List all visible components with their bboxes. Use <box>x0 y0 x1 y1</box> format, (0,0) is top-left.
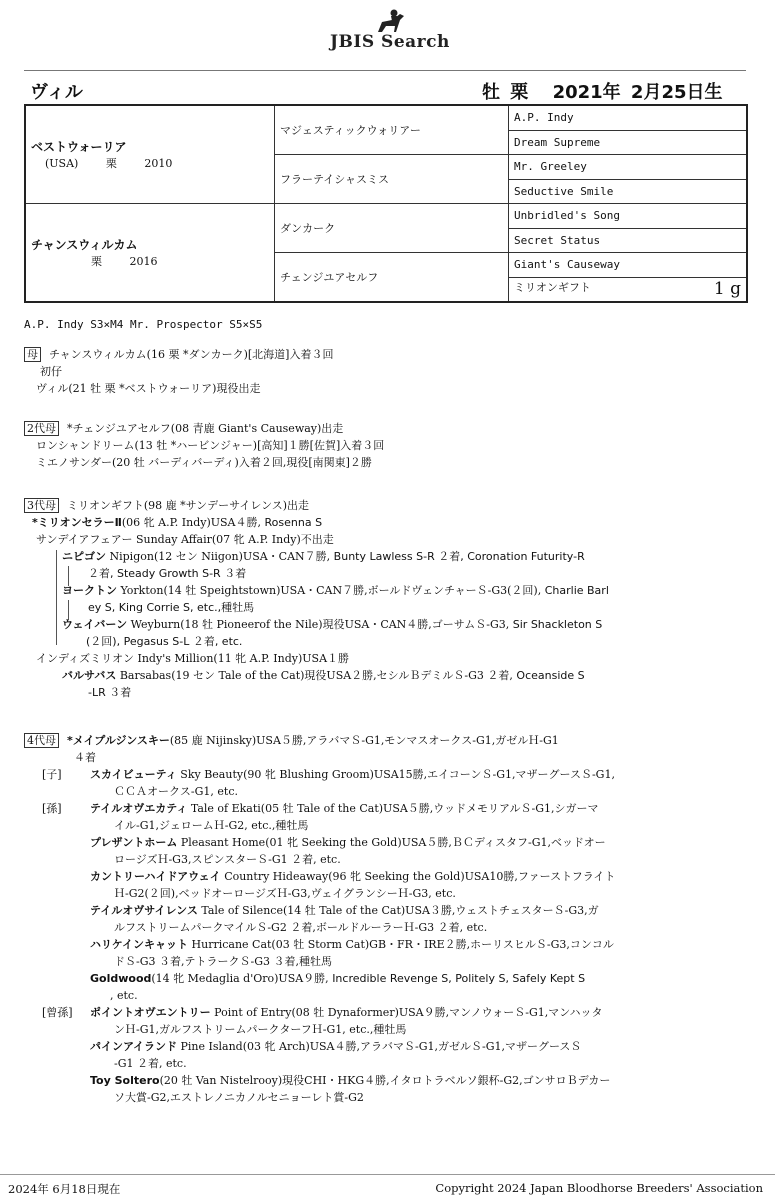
horse-sex: 牡 <box>482 82 500 103</box>
horse-record: Ｈ-G2(２回),ベッドオーロージズＨ-G3,ヴェイグランシーＨ-G3, etc. <box>114 887 456 900</box>
sire-origin: (USA) <box>45 157 79 170</box>
pedigree-ancestor-name: ミリオンギフト <box>514 281 591 295</box>
horse-record: Country Hideaway(96 牝 Seeking the Gold)USA10勝,ファーストフライト <box>224 870 616 883</box>
dam-progeny: ヴィル(21 牡 栗 *ベストウォーリア)現役出走 <box>36 382 261 395</box>
dam-details <box>91 253 269 269</box>
sire-year: 2010 <box>144 157 173 170</box>
horse-record: Pine Island(03 牝 Arch)USA４勝,アラバマＳ-G1,ガゼルＳ-G1,マザーグースＳ <box>180 1040 582 1053</box>
pedigree-ancestor[interactable]: Seductive Smile <box>509 179 748 204</box>
section-label: 母 <box>24 347 41 362</box>
race-record: Sir Shackleton S <box>512 618 603 631</box>
second-dam-line: *チェンジユアセルフ(08 青鹿 Giant's Causeway)出走 <box>67 422 344 435</box>
horse-name-bold: プレザントホーム <box>90 836 178 849</box>
horse-record: Point of Entry(08 牡 Dynaformer)USA９勝,マンノウォーＳ-G1,マンハッタ <box>214 1006 603 1019</box>
footer-divider <box>0 1174 775 1175</box>
horse-record: Yorkton(14 牡 Speightstown)USA・CAN７勝,ボールドヴェンチャーＳ-G3(２回), <box>120 584 542 597</box>
horse-record: イル-G1,ジェロームＨ-G2, etc.,種牡馬 <box>114 819 309 832</box>
dam-color: 栗 <box>91 255 102 268</box>
horse-name: ヴィル <box>30 82 83 103</box>
race-record: Bunty Lawless S-R ２着, Coronation Futurity-R <box>333 550 585 563</box>
second-dam-progeny: ミエノサンダー(20 牡 バーディバーディ)入着２回,現役[南関東]２勝 <box>36 456 372 469</box>
horse-name-bold: ハリケインキャット <box>90 938 189 951</box>
dam-cell[interactable] <box>25 204 275 303</box>
race-record: (２回), Pegasus S-L ２着, etc. <box>86 635 243 648</box>
horse-record: Nipigon(12 セン Niigon)USA・CAN７勝, <box>109 550 331 563</box>
sire-name: ベストウォーリア <box>31 140 127 154</box>
horse-record: ロージズＨ-G3,スピンスターＳ-G1 ２着, etc. <box>114 853 341 866</box>
inbreeding-note: A.P. Indy S3×M4 Mr. Prospector S5×S5 <box>24 318 263 331</box>
horse-record: ＣＣＡオークス-G1, etc. <box>114 785 238 798</box>
pedigree-ancestor[interactable]: Secret Status <box>509 228 748 253</box>
relation-tag: [孫] <box>42 802 62 815</box>
pedigree-ancestor[interactable]: Giant's Causeway <box>509 253 748 278</box>
horse-record: Tale of Ekati(05 牡 Tale of the Cat)USA５勝,ウッドメモリアルＳ-G1,シガーマ <box>190 802 599 815</box>
horse-record: Pleasant Home(01 牝 Seeking the Gold)USA５勝,ＢＣディスタフ-G1,ベッドオー <box>180 836 606 849</box>
race-record: Oceanside S <box>516 669 585 682</box>
pedigree-ancestor[interactable]: Mr. Greeley <box>509 155 748 180</box>
horse-rider-icon <box>370 8 410 34</box>
horse-birthdate: 2021年 2月25日生 <box>552 82 723 103</box>
section-label: 2代母 <box>24 421 59 436</box>
horse-record: (85 鹿 Nijinsky)USA５勝,アラバマＳ-G1,モンマスオークス-G1,ガゼルＨ-G1 <box>169 734 559 747</box>
horse-record: -G1 ２着, etc. <box>114 1057 187 1070</box>
second-dam-section <box>24 420 384 471</box>
horse-name-bold: ヨークトン <box>62 584 117 597</box>
sire-color: 栗 <box>105 157 117 170</box>
horse-record: , etc. <box>110 989 138 1002</box>
horse-record: Barsabas(19 セン Tale of the Cat)現役USA２勝,セシルＢデミルＳ-G3 ２着, <box>119 669 513 682</box>
jbis-logo <box>330 8 460 56</box>
horse-record: Sky Beauty(90 牝 Blushing Groom)USA15勝,エイコーンＳ-G1,マザーグースＳ-G1, <box>180 768 615 781</box>
horse-record: (20 牡 Van Nistelrooy)現役CHI・HKG４勝,イタロトラベルソ銀杯-G2,ゴンサロＢデカー <box>159 1074 611 1087</box>
sire-cell[interactable] <box>25 105 275 204</box>
horse-record: Hurricane Cat(03 牡 Storm Cat)GB・FR・IRE２勝,ホーリスヒルＳ-G3,コンコル <box>191 938 614 951</box>
relation-tag: [曾孫] <box>42 1006 73 1019</box>
dam-section <box>24 346 333 397</box>
third-dam-line: ミリオンギフト(98 鹿 *サンデーサイレンス)出走 <box>67 499 310 512</box>
horse-record: Weyburn(18 牡 Pioneerof the Nile)現役USA・CAN４勝,ゴーサムＳ-G3, <box>130 618 510 631</box>
second-dam-progeny: ロンシャンドリーム(13 牡 *ハービンジャー)[高知]１勝[佐賀]入着３回 <box>36 439 385 452</box>
fourth-dam-section <box>24 732 615 1106</box>
dam-sire-cell[interactable]: ダンカーク <box>275 204 509 253</box>
horse-color: 栗 <box>510 82 529 103</box>
horse-record: ソ大賞-G2,エストレノニカノルセニョーレト賞-G2 <box>114 1091 364 1104</box>
logo-text: JBIS Search <box>330 32 450 52</box>
race-record: Rosenna S <box>264 516 323 529</box>
race-record: ２着, Steady Growth S-R ３着 <box>88 567 247 580</box>
horse-name-bold: ニピゴン <box>62 550 106 563</box>
horse-name-bold: スカイビューティ <box>90 768 177 781</box>
section-label: 4代母 <box>24 733 59 748</box>
dam-year: 2016 <box>129 255 158 268</box>
horse-profile <box>482 78 723 104</box>
horse-record: ンＨ-G1,ガルフストリームパークターフＨ-G1, etc.,種牡馬 <box>114 1023 407 1036</box>
horse-name-bold: Goldwood <box>90 972 152 985</box>
sire-dam-cell[interactable]: フラーテイシャスミス <box>275 155 509 204</box>
horse-name-bold: テイルオヴサイレンス <box>90 904 198 917</box>
horse-record: ４着 <box>74 751 96 764</box>
horse-record: ドＳ-G3 ３着,テトラークＳ-G3 ３着,種牡馬 <box>114 955 332 968</box>
progeny-line: サンデイアフェアー Sunday Affair(07 牝 A.P. Indy)不出走 <box>36 533 334 546</box>
family-number: 1 g <box>713 279 741 300</box>
footer-copyright: Copyright 2024 Japan Bloodhorse Breeders' Association <box>435 1181 763 1195</box>
pedigree-ancestor[interactable]: Unbridled's Song <box>509 204 748 229</box>
race-record: ey S, King Corrie S, etc.,種牡馬 <box>88 601 255 614</box>
pedigree-ancestor[interactable]: A.P. Indy <box>509 105 748 130</box>
race-record: Incredible Revenge S, Politely S, Safely Kept S <box>332 972 586 985</box>
sire-sire-cell[interactable]: マジェスティックウォリアー <box>275 105 509 155</box>
sire-details <box>45 155 269 171</box>
header-divider <box>24 70 746 71</box>
dam-name: チャンスウィルカム <box>31 238 138 252</box>
horse-record: (06 牝 A.P. Indy)USA４勝, <box>121 516 262 529</box>
relation-tag: [子] <box>42 768 62 781</box>
horse-record: Tale of Silence(14 牡 Tale of the Cat)USA３勝,ウェストチェスターＳ-G3,ガ <box>201 904 599 917</box>
horse-name-bold: ポイントオヴエントリー <box>90 1006 211 1019</box>
footer-date: 2024年 6月18日現在 <box>8 1182 121 1196</box>
section-label: 3代母 <box>24 498 59 513</box>
horse-name-bold: カントリーハイドアウェイ <box>90 870 221 883</box>
horse-name-bold: *メイプルジンスキー <box>67 734 170 747</box>
progeny-line: インディズミリオン Indy's Million(11 牝 A.P. Indy)USA１勝 <box>36 652 350 665</box>
dam-note: 初仔 <box>40 365 62 378</box>
horse-record: ルフストリームパークマイルＳ-G2 ２着,ボールドルーラーＨ-G3 ２着, etc. <box>114 921 488 934</box>
horse-name-bold: Toy Soltero <box>90 1074 160 1087</box>
horse-name-bold: *ミリオンセラーⅡ <box>32 516 122 529</box>
dam-dam-cell[interactable]: チェンジユアセルフ <box>275 253 509 303</box>
horse-name-bold: パインアイランド <box>90 1040 178 1053</box>
horse-record: (14 牝 Medaglia d'Oro)USA９勝, <box>151 972 329 985</box>
pedigree-table <box>24 104 748 303</box>
pedigree-ancestor[interactable]: Dream Supreme <box>509 130 748 155</box>
horse-name-bold: ウェイバーン <box>62 618 128 631</box>
third-dam-section <box>24 497 609 701</box>
race-record: Charlie Barl <box>544 584 609 597</box>
dam-line: チャンスウィルカム(16 栗 *ダンカーク)[北海道]入着３回 <box>49 348 334 361</box>
race-record: -LR ３着 <box>88 686 132 699</box>
pedigree-ancestor-family[interactable] <box>509 277 748 302</box>
horse-name-bold: テイルオヴエカティ <box>90 802 188 815</box>
horse-name-bold: バルサバス <box>62 669 117 682</box>
